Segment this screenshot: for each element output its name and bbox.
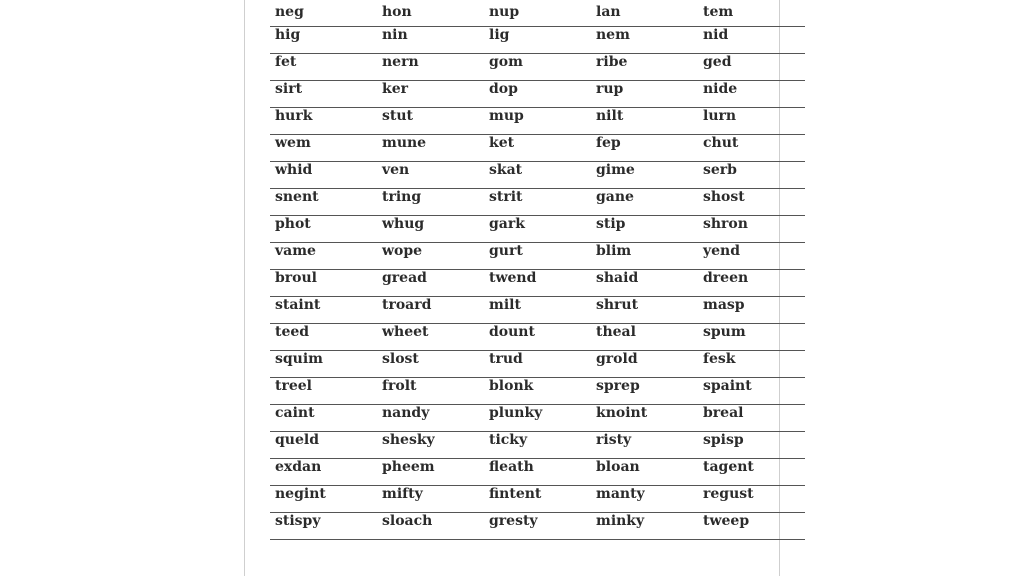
word-cell: whug [377, 216, 484, 243]
word-cell: vame [270, 243, 377, 270]
word-cell: frolt [377, 378, 484, 405]
word-table-body [270, 4, 805, 540]
word-cell: bloan [591, 459, 698, 486]
word-cell: strit [484, 189, 591, 216]
table-row [270, 162, 805, 189]
word-cell: risty [591, 432, 698, 459]
word-cell: squim [270, 351, 377, 378]
word-cell: regust [698, 486, 805, 513]
word-cell: teed [270, 324, 377, 351]
table-row [270, 81, 805, 108]
table-row [270, 216, 805, 243]
word-cell: fep [591, 135, 698, 162]
word-cell: spum [698, 324, 805, 351]
word-cell: pheem [377, 459, 484, 486]
word-cell: spisp [698, 432, 805, 459]
word-cell: blim [591, 243, 698, 270]
word-cell: masp [698, 297, 805, 324]
word-cell: theal [591, 324, 698, 351]
word-cell: wope [377, 243, 484, 270]
word-cell: fintent [484, 486, 591, 513]
word-cell: whid [270, 162, 377, 189]
word-cell: yend [698, 243, 805, 270]
word-cell: stut [377, 108, 484, 135]
word-cell: tweep [698, 513, 805, 540]
word-cell: mifty [377, 486, 484, 513]
word-cell: staint [270, 297, 377, 324]
word-cell: wem [270, 135, 377, 162]
word-cell: spaint [698, 378, 805, 405]
word-cell: grold [591, 351, 698, 378]
word-cell: sloach [377, 513, 484, 540]
table-row [270, 405, 805, 432]
table-row [270, 27, 805, 54]
word-cell: trud [484, 351, 591, 378]
word-cell: mune [377, 135, 484, 162]
table-row [270, 432, 805, 459]
word-cell: slost [377, 351, 484, 378]
word-cell: snent [270, 189, 377, 216]
table-row [270, 108, 805, 135]
word-cell: rup [591, 81, 698, 108]
word-cell: twend [484, 270, 591, 297]
word-cell: queld [270, 432, 377, 459]
word-table [270, 4, 805, 540]
table-row [270, 4, 805, 27]
word-cell: gane [591, 189, 698, 216]
word-cell: plunky [484, 405, 591, 432]
word-cell: shaid [591, 270, 698, 297]
word-cell: ticky [484, 432, 591, 459]
table-row [270, 270, 805, 297]
word-cell: minky [591, 513, 698, 540]
word-cell: nern [377, 54, 484, 81]
table-row [270, 378, 805, 405]
word-cell: broul [270, 270, 377, 297]
word-cell: dop [484, 81, 591, 108]
word-cell: fet [270, 54, 377, 81]
word-cell: dreen [698, 270, 805, 297]
word-cell: phot [270, 216, 377, 243]
word-cell: shron [698, 216, 805, 243]
word-cell: caint [270, 405, 377, 432]
word-cell: breal [698, 405, 805, 432]
table-row [270, 486, 805, 513]
word-cell: nilt [591, 108, 698, 135]
word-cell: chut [698, 135, 805, 162]
word-cell: lan [591, 4, 698, 27]
word-cell: gurt [484, 243, 591, 270]
word-cell: shesky [377, 432, 484, 459]
table-row [270, 324, 805, 351]
word-cell: nide [698, 81, 805, 108]
word-cell: ker [377, 81, 484, 108]
table-row [270, 135, 805, 162]
word-cell: troard [377, 297, 484, 324]
word-cell: neg [270, 4, 377, 27]
table-row [270, 351, 805, 378]
word-cell: shrut [591, 297, 698, 324]
table-row [270, 297, 805, 324]
word-cell: ket [484, 135, 591, 162]
word-cell: skat [484, 162, 591, 189]
word-cell: fleath [484, 459, 591, 486]
table-row [270, 243, 805, 270]
table-row [270, 513, 805, 540]
word-cell: milt [484, 297, 591, 324]
word-cell: gom [484, 54, 591, 81]
word-cell: lurn [698, 108, 805, 135]
word-cell: stip [591, 216, 698, 243]
word-cell: nandy [377, 405, 484, 432]
word-cell: tagent [698, 459, 805, 486]
word-cell: blonk [484, 378, 591, 405]
word-cell: treel [270, 378, 377, 405]
word-cell: tem [698, 4, 805, 27]
word-cell: gread [377, 270, 484, 297]
word-cell: exdan [270, 459, 377, 486]
word-cell: gime [591, 162, 698, 189]
word-cell: manty [591, 486, 698, 513]
word-cell: stispy [270, 513, 377, 540]
word-cell: hig [270, 27, 377, 54]
word-cell: nid [698, 27, 805, 54]
word-cell: nem [591, 27, 698, 54]
word-cell: wheet [377, 324, 484, 351]
word-cell: nup [484, 4, 591, 27]
word-cell: hon [377, 4, 484, 27]
word-cell: ribe [591, 54, 698, 81]
word-cell: knoint [591, 405, 698, 432]
word-cell: ven [377, 162, 484, 189]
word-cell: tring [377, 189, 484, 216]
word-cell: shost [698, 189, 805, 216]
word-cell: nin [377, 27, 484, 54]
word-cell: sprep [591, 378, 698, 405]
word-cell: lig [484, 27, 591, 54]
word-cell: negint [270, 486, 377, 513]
table-row [270, 54, 805, 81]
word-cell: ged [698, 54, 805, 81]
word-cell: serb [698, 162, 805, 189]
word-cell: mup [484, 108, 591, 135]
word-cell: fesk [698, 351, 805, 378]
word-cell: dount [484, 324, 591, 351]
document-sheet [244, 0, 780, 576]
word-cell: hurk [270, 108, 377, 135]
table-row [270, 189, 805, 216]
word-cell: sirt [270, 81, 377, 108]
word-cell: gark [484, 216, 591, 243]
table-row [270, 459, 805, 486]
word-cell: gresty [484, 513, 591, 540]
